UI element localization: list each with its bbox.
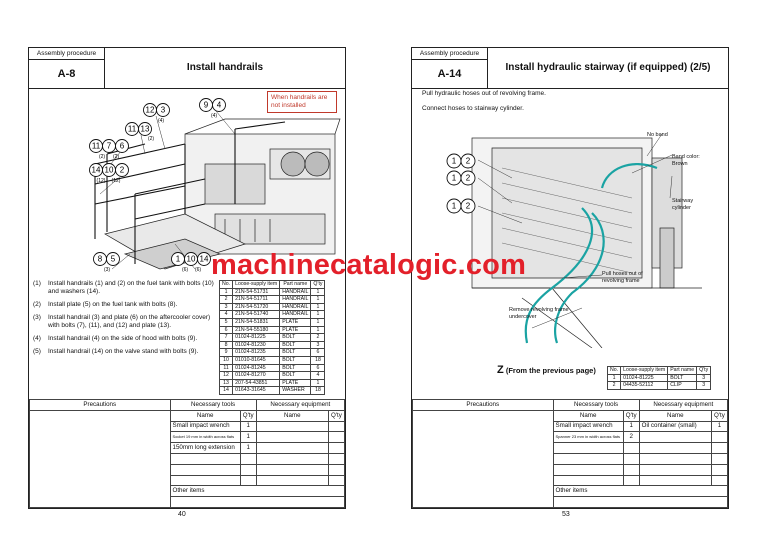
- table-cell: HANDRAIL: [280, 288, 311, 296]
- table-cell: 01024-81225: [621, 374, 668, 382]
- table-cell: BOLT: [280, 356, 311, 364]
- table-cell: 21N-54-51720: [233, 303, 280, 311]
- precautions-header: Precautions: [413, 400, 554, 411]
- instruction-line: Connect hoses to stairway cylinder.: [422, 105, 524, 112]
- table-cell: 18: [311, 356, 325, 364]
- callout-6: 6: [119, 141, 125, 151]
- table-cell: PLATE: [280, 326, 311, 334]
- table-cell: 3: [311, 341, 325, 349]
- precautions-cell: [30, 410, 171, 507]
- callout-1: 1: [175, 254, 181, 264]
- tool-row: Spanner 23 mm in width across flats 2: [413, 432, 728, 443]
- table-cell: 3: [697, 382, 711, 390]
- table-row: [220, 311, 325, 319]
- table-cell: 1: [311, 379, 325, 387]
- header-divider: [412, 88, 728, 89]
- table-cell: 8: [220, 341, 233, 349]
- step-list: [33, 280, 215, 361]
- table-row: [608, 382, 711, 390]
- table-cell: 1: [311, 326, 325, 334]
- equipment-header: Necessary equipment: [639, 400, 727, 411]
- step-item: (3) Install handrail (3) and plate (6) on the aftercooler cover) with bolts (7), (11), and (12) and plate (13).: [33, 314, 211, 329]
- callout-9: 9: [203, 100, 209, 110]
- table-cell: 18: [311, 387, 325, 395]
- table-row: [220, 296, 325, 304]
- callout-qty: (12): [96, 178, 106, 184]
- table-cell: HANDRAIL: [280, 296, 311, 304]
- table-row: [220, 379, 325, 387]
- tool-row: Socket 19 mm in width across flats 1: [30, 432, 345, 443]
- table-cell: 01024-81245: [233, 364, 280, 372]
- watermark: machinecatalogic.com: [211, 249, 527, 281]
- table-row: [220, 364, 325, 372]
- parts-table: [607, 366, 711, 390]
- callout-5: 5: [110, 254, 116, 264]
- table-cell: 1: [311, 303, 325, 311]
- table-cell: HANDRAIL: [280, 311, 311, 319]
- page-title: Install hydraulic stairway (if equipped) (2/5): [505, 62, 711, 73]
- table-row: [220, 341, 325, 349]
- parts-table: [219, 280, 325, 395]
- callout-8: 8: [97, 254, 103, 264]
- table-cell: 1: [311, 318, 325, 326]
- table-cell: 6: [311, 349, 325, 357]
- instruction-line: Pull hydraulic hoses out of revolving frame.: [422, 90, 546, 97]
- callout-qty: (2): [112, 154, 120, 160]
- table-cell: 4: [220, 311, 233, 319]
- precautions-header: Precautions: [30, 400, 171, 411]
- table-cell: 2: [311, 334, 325, 342]
- callout-qty: (4): [210, 113, 218, 119]
- table-cell: PLATE: [280, 379, 311, 387]
- callout-11: 11: [91, 141, 101, 151]
- table-cell: BOLT: [280, 349, 311, 357]
- table-header-row: No. Loose-supply item Part name Q'ty: [220, 281, 325, 289]
- table-row: [608, 374, 711, 382]
- table-cell: PLATE: [280, 318, 311, 326]
- handrail-illustration: [35, 94, 341, 274]
- page-number: 53: [562, 511, 570, 518]
- table-cell: BOLT: [280, 364, 311, 372]
- table-cell: 10: [220, 356, 233, 364]
- callout-3: 3: [160, 105, 166, 115]
- other-items-label: Other items: [553, 486, 727, 497]
- table-cell: 2: [220, 296, 233, 304]
- page-title: Install handrails: [186, 62, 264, 73]
- table-cell: 21N-54-51731: [233, 288, 280, 296]
- table-row: [220, 326, 325, 334]
- table-cell: BOLT: [280, 334, 311, 342]
- band-color-label: Band color: Brown: [672, 154, 700, 167]
- table-cell: 2: [608, 382, 621, 390]
- callout-qty: (6): [181, 267, 189, 273]
- table-cell: 207-54-43851: [233, 379, 280, 387]
- procedure-code: A-14: [412, 60, 488, 88]
- callout-qty: (12): [111, 178, 121, 184]
- stairway-cylinder-label: Stairway cylinder: [672, 198, 694, 211]
- procedure-code: A-8: [29, 60, 105, 88]
- table-cell: BOLT: [280, 372, 311, 380]
- callout-2: 2: [119, 165, 125, 175]
- table-row: [220, 303, 325, 311]
- table-row: [220, 372, 325, 380]
- other-items-label: Other items: [170, 486, 344, 497]
- callout-7: 7: [106, 141, 112, 151]
- callout-2: 2: [465, 201, 471, 211]
- table-cell: WASHER: [280, 387, 311, 395]
- table-cell: 21N-54-51740: [233, 311, 280, 319]
- callout-qty: (4): [157, 118, 165, 124]
- tool-row: Small impact wrench 1: [30, 421, 345, 432]
- table-cell: 01010-81645: [233, 356, 280, 364]
- table-cell: 11: [220, 364, 233, 372]
- callout-qty: (3): [103, 267, 111, 273]
- table-row: [220, 349, 325, 357]
- table-cell: 1: [608, 374, 621, 382]
- table-cell: 01643-31645: [233, 387, 280, 395]
- table-cell: 1: [220, 288, 233, 296]
- table-cell: 01024-81230: [233, 341, 280, 349]
- table-cell: 21N-54-51831: [233, 318, 280, 326]
- callout-2: 2: [465, 156, 471, 166]
- callout-4: 4: [216, 100, 222, 110]
- table-cell: 12: [220, 372, 233, 380]
- remove-frame-label: Remove revolving frame undercover: [509, 307, 569, 320]
- no-band-label: No band: [647, 132, 668, 138]
- table-cell: 21N-54-55180: [233, 326, 280, 334]
- callout-qty: (6): [194, 267, 202, 273]
- table-cell: 5: [220, 318, 233, 326]
- table-row: [220, 288, 325, 296]
- table-cell: 13: [220, 379, 233, 387]
- z-reference: Z (From the previous page): [497, 364, 596, 376]
- step-item: (4) Install handrail (4) on the side of hood with bolts (9).: [33, 335, 198, 342]
- table-cell: 1: [311, 288, 325, 296]
- tools-header: Necessary tools: [170, 400, 256, 411]
- table-cell: CLIP: [668, 382, 697, 390]
- tool-row: 150mm long extension 1: [30, 443, 345, 454]
- pull-hoses-label: Pull hoses out of revolving frame: [602, 271, 643, 284]
- table-cell: BOLT: [280, 341, 311, 349]
- table-cell: 1: [311, 311, 325, 319]
- instructions: [422, 90, 546, 113]
- callout-13: 13: [140, 124, 150, 134]
- callout-2: 2: [465, 173, 471, 183]
- callout-qty: (2): [98, 154, 106, 160]
- callout-10: 10: [186, 254, 196, 264]
- table-row: [220, 318, 325, 326]
- table-cell: 3: [697, 374, 711, 382]
- header-divider: [29, 88, 345, 89]
- callout-qty: (2): [147, 136, 155, 142]
- table-row: [220, 334, 325, 342]
- callout-10: 10: [104, 165, 114, 175]
- step-item: (2) Install plate (5) on the fuel tank with bolts (8).: [33, 301, 178, 308]
- table-cell: 7: [220, 334, 233, 342]
- table-cell: 14: [220, 387, 233, 395]
- category-label: Assembly procedure: [412, 48, 488, 60]
- table-row: [220, 356, 325, 364]
- table-cell: 4: [311, 372, 325, 380]
- table-cell: 9: [220, 349, 233, 357]
- precautions-cell: [413, 410, 554, 507]
- table-cell: 6: [220, 326, 233, 334]
- requirements-table: Precautions Necessary tools Necessary equipment Name Q'ty Name Q'ty Small impact wrench 1 Oil container (small) 1 Spanner 23 mm in width across flats 2 Other items: [412, 399, 728, 508]
- callout-1: 1: [451, 201, 457, 211]
- requirements-table: Precautions Necessary tools Necessary equipment Name Q'ty Name Q'ty Small impact wrench 1 Socket 19 mm in width across flats 1 150mm long extension 1 Other items: [29, 399, 345, 508]
- page-number: 40: [178, 511, 186, 518]
- step-item: (1) Install handrails (1) and (2) on the fuel tank with bolts (10) and washers (14).: [33, 280, 214, 295]
- table-cell: 01024-81235: [233, 349, 280, 357]
- table-cell: 21N-54-51711: [233, 296, 280, 304]
- table-cell: 04435-52112: [621, 382, 668, 390]
- table-cell: BOLT: [668, 374, 697, 382]
- table-cell: 1: [311, 296, 325, 304]
- callout-12: 12: [145, 105, 155, 115]
- table-cell: 01024-81270: [233, 372, 280, 380]
- step-item: (5) Install handrail (14) on the valve stand with bolts (9).: [33, 348, 199, 355]
- table-cell: 3: [220, 303, 233, 311]
- table-cell: 6: [311, 364, 325, 372]
- callout-1: 1: [451, 156, 457, 166]
- tools-header: Necessary tools: [553, 400, 639, 411]
- handrail-note: When handrails are not installed: [267, 91, 337, 113]
- equipment-header: Necessary equipment: [256, 400, 344, 411]
- callout-1: 1: [451, 173, 457, 183]
- callout-11: 11: [127, 124, 137, 134]
- table-cell: HANDRAIL: [280, 303, 311, 311]
- callout-14: 14: [199, 254, 209, 264]
- callout-14: 14: [91, 165, 101, 175]
- table-cell: 01024-81225: [233, 334, 280, 342]
- table-row: [220, 387, 325, 395]
- category-label: Assembly procedure: [29, 48, 105, 60]
- tool-row: Small impact wrench 1 Oil container (small) 1: [413, 421, 728, 432]
- table-header-row: No. Loose-supply item Part name Q'ty: [608, 367, 711, 375]
